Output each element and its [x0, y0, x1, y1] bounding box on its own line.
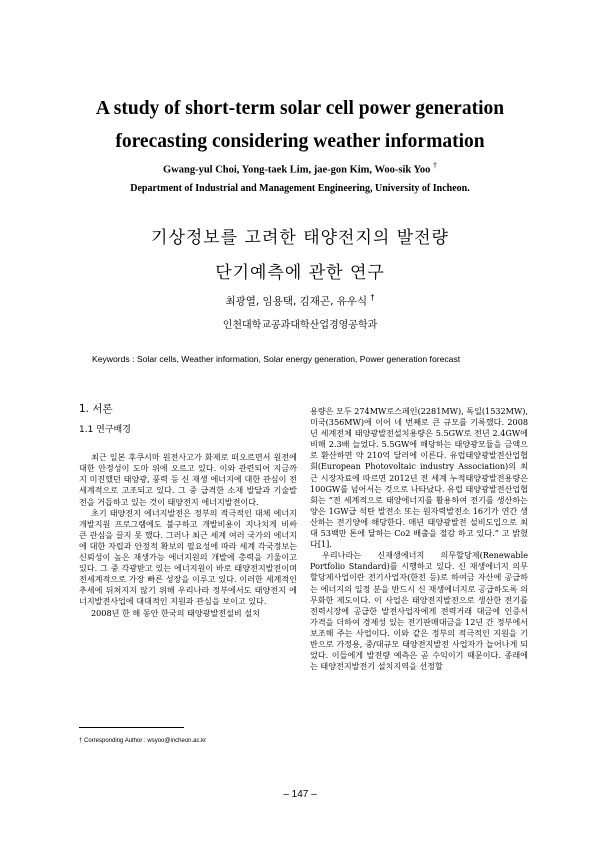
- korean-corresponding-mark: †: [370, 293, 375, 302]
- footnote-divider: [79, 727, 184, 728]
- page-number: – 147 –: [283, 789, 317, 800]
- left-paragraph-3: 2008년 한 해 동안 한국의 태양광발전설비 설치: [91, 607, 260, 618]
- right-paragraph-1: 용량은 모두 274MW로스페인(2281MW), 독일(1532MW), 미국(356MW)에 이어 네 번째로 큰 규모를 기록했다. 2008년 세계전체 태양광발전설치용량은 5.5GW로 전년 2.4GW에 비해 2.3배 늘었다. 5.5GW에 해당하는 태양광모듈을 금액으로 환산하면 약 210억 달러에 이른다. 유럽태양광발전산업협회(European Photovoltaic industry Association)의 최근 시장자료에 따르면 2012년 전 세계 누적태양광발전용량은 100GW를 넘어서는 것으로 나타났다. 유럽 태양광발전산업협회는 “전 세계적으로 태양에너지를 활용하여 전기를 생산하는 양은 1GW급 석탄 발전소 또는 원자력발전소 16기가 연간 생산하는 전기양에 해당한다. 매년 태양광발전 설비도입으로 최대 53백만 톤에 달하는 Co2 배출을 절감 하고 있다.” 고 밝혔다[1].: [310, 406, 528, 550]
- left-column: [79, 404, 297, 619]
- subsection-heading: 1.1 연구배경: [79, 425, 131, 436]
- korean-authors: [40, 293, 560, 309]
- section-heading: 1. 서론: [79, 403, 113, 415]
- korean-department: 인천대학교공과대학산업경영공학과: [222, 320, 378, 331]
- right-paragraph-2: 우리나라는 신재생에너지 의무할당제(Renewable Portfolio Standard)를 시행하고 있다. 신 재생에너지 의무할당제사업이란 전기사업자(한전 등)로 하여금 자산에 공급하는 에너지의 일정 분을 반드시 신 재생에너지로 공급하도록 의무화한 제도이다. 이 사업은 태양전지발전으로 생산한 전기를 전력시장에 공급한 발전사업자에게 전력거래 대금에 인증서 가격을 더하여 경제성 있는 전기판매대금을 12년 간 정부에서 보조해 주는 사업이다. 이와 같은 정부의 적극적인 지원을 기반으로 가정용, 중/대규모 태양전지발전 사업자가 늘어나게 되었다. 이들에게 발전량 예측은 곧 수익이기 때문이다. 종래에는 태양전지발전기 설치지역을 선정할: [310, 550, 528, 672]
- english-authors: [40, 161, 560, 176]
- keywords-line: Keywords : Solar cells, Weather information, Solar energy generation, Power generation forecast: [92, 354, 461, 364]
- right-column: [310, 406, 528, 672]
- left-paragraph-1: 최근 일본 후쿠시마 원전사고가 화제로 떠오르면서 원전에 대한 안정성이 도마 위에 오르고 있다. 이와 관련되어 지금까지 미진했던 태양광, 풍력 등 신 재생 에너지에 대한 관심이 전 세계적으로 고조되고 있다. 그 중 급격한 소재 발달과 기술발전을 거듭하고 있는 것이 태양전지 에너지발전이다.: [79, 452, 297, 507]
- corresponding-author-mark: †: [433, 161, 437, 170]
- left-paragraph-2: 초기 태양전지 에너지발전은 정부의 적극적인 대체 에너지개발지원 프로그램에도 불구하고 개발비용이 지나치게 비싸 큰 관심을 끌지 못 했다. 그러나 최근 세계 여러 국가의 에너지에 대한 자립과 안정적 확보의 필요성에 따라 세계 각국정보는 신뢰성이 높은 재생가능 에너지원의 개발에 총력을 기울이고 있다. 그 중 각광받고 있는 에너지원이 바로 태양전지발전이며 전세계적으로 가장 빠른 성장을 이루고 있다. 이러한 세계적인 추세에 뒤쳐지지 않기 위해 우리나라 정부에서도 태양전지 에너지발전사업에 대대적인 지원과 관심을 보이고 있다.: [79, 507, 297, 607]
- english-department: Department of Industrial and Management Engineering, University of Incheon.: [130, 183, 470, 194]
- english-title-line-2: forecasting considering weather information: [115, 131, 485, 152]
- korean-authors-names: 최광열, 임용택, 김재곤, 유우식: [225, 295, 368, 308]
- korean-title-line-2: 단기예측에 관한 연구: [215, 263, 385, 283]
- english-title-line-1: A study of short-term solar cell power generation: [95, 98, 505, 119]
- footnote: † Corresponding Author : wsyoo@incheon.ac.kr: [79, 738, 207, 744]
- korean-title-line-1: 기상정보를 고려한 태양전지의 발전량: [151, 228, 449, 248]
- english-authors-names: Gwang-yul Choi, Yong-taek Lim, jae-gon Kim, Woo-sik Yoo: [162, 164, 431, 176]
